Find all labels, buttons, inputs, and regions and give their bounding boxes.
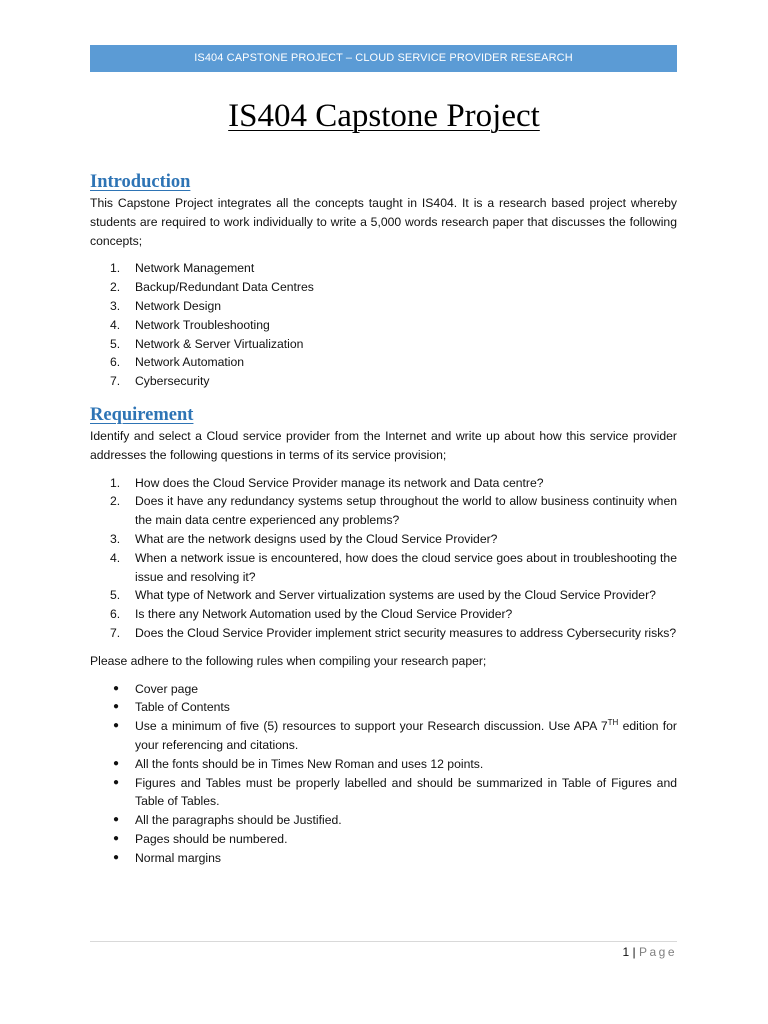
bullet-icon: ● — [113, 701, 120, 713]
list-number: 4. — [110, 550, 121, 565]
rules-intro: Please adhere to the following rules when compiling your research paper; — [90, 653, 487, 668]
list-item: ● Cover page — [90, 680, 677, 699]
document-title — [0, 96, 768, 136]
bullet-icon: ● — [113, 757, 120, 769]
bullet-icon: ● — [113, 851, 120, 863]
list-number: 3. — [110, 298, 121, 313]
list-item: ● Use a minimum of five (5) resources to support your Research discussion. Use APA 7TH edition for your referencing and citations. — [113, 718, 677, 752]
list-item: ● Normal margins — [90, 849, 677, 868]
page-separator: | — [632, 945, 636, 959]
list-item: 2. Does it have any redundancy systems setup throughout the world to allow business continuity when the main data centre experienced any problems? — [110, 494, 677, 528]
list-item: 2. Backup/Redundant Data Centres — [90, 278, 677, 297]
list-item: 7. Does the Cloud Service Provider implement strict security measures to address Cybersecurity risks? — [90, 624, 677, 643]
concepts-list — [90, 259, 677, 391]
list-item: ● Table of Contents — [90, 698, 677, 717]
list-number: 5. — [110, 336, 121, 351]
list-number: 3. — [110, 531, 121, 546]
list-item: ● All the paragraphs should be Justified. — [90, 811, 677, 830]
questions-list — [90, 474, 677, 643]
list-number: 7. — [110, 625, 121, 640]
list-item: 4. Network Troubleshooting — [90, 316, 677, 335]
list-item: 3. What are the network designs used by the Cloud Service Provider? — [90, 530, 677, 549]
list-item: 3. Network Design — [90, 297, 677, 316]
list-number: 7. — [110, 374, 121, 389]
page-footer — [622, 944, 677, 960]
requirement-heading: Requirement — [90, 404, 194, 425]
list-item: 6. Is there any Network Automation used by the Cloud Service Provider? — [90, 605, 677, 624]
list-item: ● All the fonts should be in Times New Roman and uses 12 points. — [90, 755, 677, 774]
bullet-icon: ● — [113, 682, 120, 694]
list-number: 6. — [110, 607, 121, 622]
list-number: 6. — [110, 355, 121, 370]
introduction-heading: Introduction — [90, 172, 191, 192]
document-title-text: IS404 Capstone Project — [228, 98, 540, 134]
document-body — [90, 170, 677, 868]
bullet-icon: ● — [113, 720, 120, 732]
list-item: 7. Cybersecurity — [90, 372, 677, 391]
list-item: 5. What type of Network and Server virtualization systems are used by the Cloud Service Provider? — [90, 586, 677, 605]
introduction-paragraph: This Capstone Project integrates all the concepts taught in IS404. It is a research based project whereby students are required to work individually to write a 5,000 words research paper that discusses the following concepts; — [90, 196, 677, 248]
list-item: 5. Network & Server Virtualization — [90, 335, 677, 354]
list-item: 4. When a network issue is encountered, how does the cloud service goes about in troubleshooting the issue and resolving it? — [110, 550, 677, 584]
list-item: ● Pages should be numbered. — [90, 830, 677, 849]
list-number: 4. — [110, 317, 121, 332]
footer-divider — [90, 941, 677, 942]
list-item: 1. How does the Cloud Service Provider manage its network and Data centre? — [90, 474, 677, 493]
bullet-icon: ● — [113, 832, 120, 844]
list-number: 1. — [110, 261, 121, 276]
list-number: 5. — [110, 588, 121, 603]
list-item: 1. Network Management — [90, 259, 677, 278]
list-number: 2. — [110, 280, 121, 295]
running-header: IS404 CAPSTONE PROJECT – CLOUD SERVICE PROVIDER RESEARCH — [90, 45, 677, 72]
list-item: 6. Network Automation — [90, 353, 677, 372]
bullet-icon: ● — [113, 776, 120, 788]
list-number: 2. — [110, 494, 121, 509]
bullet-icon: ● — [113, 814, 120, 826]
page-number: 1 — [622, 945, 630, 959]
requirement-paragraph: Identify and select a Cloud service provider from the Internet and write up about how this service provider addresses the following questions in terms of its service provision; — [90, 428, 677, 462]
list-item: ● Figures and Tables must be properly labelled and should be summarized in Table of Figures and Table of Tables. — [113, 775, 677, 809]
list-number: 1. — [110, 475, 121, 490]
page-label: Page — [638, 945, 677, 959]
rules-list — [90, 680, 677, 868]
